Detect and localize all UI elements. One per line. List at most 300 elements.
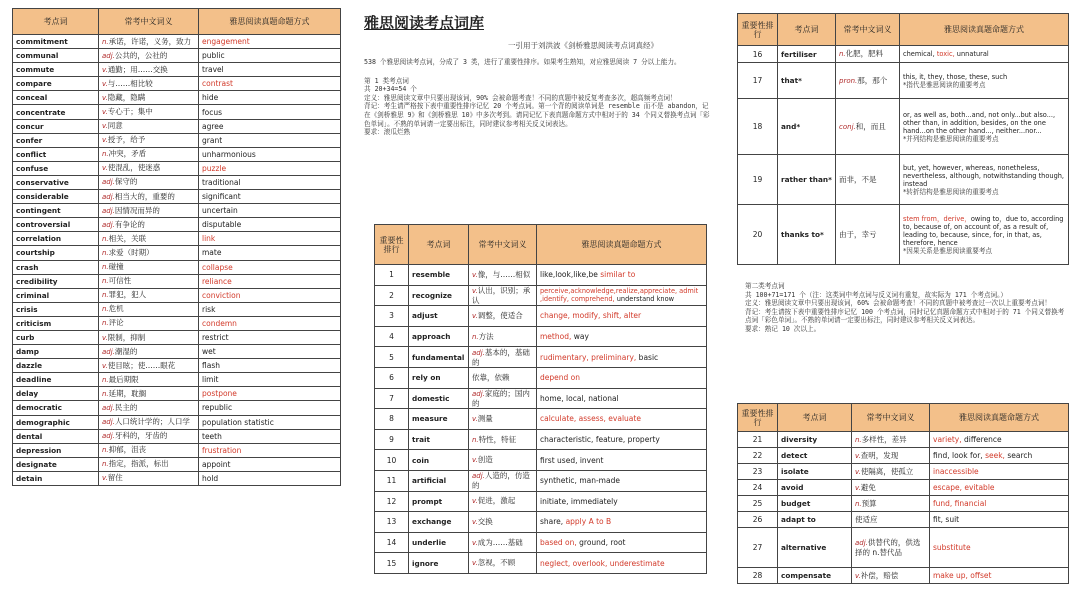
pos-tag: adj.: [472, 389, 485, 398]
meaning-text: 延期，耽搁: [108, 388, 147, 398]
meaning-cell: [99, 387, 199, 401]
table-row: [13, 316, 341, 330]
mode-cell: puzzle: [199, 161, 341, 175]
table-row: [738, 512, 1069, 528]
meaning-cell: [99, 105, 199, 119]
table-row: [13, 401, 341, 415]
pos-tag: v.: [102, 122, 108, 131]
meaning-cell: [469, 553, 537, 574]
meaning-text: 授予，给予: [107, 135, 146, 145]
word-cell: damp: [13, 345, 99, 359]
mode-cell: [537, 429, 707, 450]
mode-tail: owing to，due to, according to, because of, on account of, as a result of, leading to, because, since, for, in that, as, therefore, hence: [903, 214, 1064, 247]
meaning-cell: [852, 512, 930, 528]
meaning-text: 人造的，仿造的: [472, 471, 530, 491]
mode-red: change, modify, shift, alter: [540, 311, 642, 321]
meaning-cell: [99, 373, 199, 387]
word-cell: controversial: [13, 218, 99, 232]
header-word: 考点词: [409, 225, 469, 265]
meaning-cell: [469, 388, 537, 409]
mode-note: *指代是雅思阅读的重要考点: [903, 80, 986, 89]
pos-tag: v.: [102, 474, 108, 483]
table-row: [375, 409, 707, 430]
mode-tail: difference: [961, 435, 1002, 444]
mode-cell: [930, 432, 1069, 448]
mode-cell: [537, 306, 707, 327]
table-row: [13, 345, 341, 359]
mode-cell: engagement: [199, 35, 341, 49]
meaning-cell: [99, 345, 199, 359]
word-cell: prompt: [409, 491, 469, 512]
mode-cell: [537, 326, 707, 347]
pos-tag: n.: [472, 332, 479, 341]
rank-cell: 28: [738, 568, 778, 584]
word-cell: approach: [409, 326, 469, 347]
pos-tag: n.: [102, 375, 109, 384]
mode-cell: uncertain: [199, 204, 341, 218]
rank-cell: 17: [738, 63, 778, 99]
mode-cell: [537, 553, 707, 574]
table-row: [13, 260, 341, 274]
mode-red: neglect, overlook, underestimate: [540, 558, 665, 568]
word-cell: exchange: [409, 512, 469, 533]
cat2-count: 共 100+71=171 个（注：这类词中考点词与反义词有重复，故实际为 171 个考点词。）: [745, 290, 1007, 299]
meaning-text: 可信性: [108, 276, 132, 286]
mode-cell: [537, 388, 707, 409]
word-cell: thanks to*: [778, 205, 836, 265]
meaning-text: 相当大的，重要的: [114, 191, 175, 201]
meaning-text: 限制，抑制: [107, 332, 146, 342]
meaning-text: 专心于；集中: [107, 107, 153, 117]
meaning-cell: [836, 205, 900, 265]
mode-plain: or, as well as, both...and, not only...but also..., other than, in addition, besides, on the one hand...on the other hand..., neither...nor...: [903, 110, 1056, 135]
meaning-text: 成为……基础: [477, 537, 523, 547]
mode-plain: find, look for,: [933, 451, 986, 460]
meaning-text: 同意: [107, 121, 123, 131]
meaning-cell: [99, 35, 199, 49]
mode-plain: first used, invent: [540, 455, 604, 465]
rank-cell: 9: [375, 429, 409, 450]
mode-cell: [930, 568, 1069, 584]
meaning-cell: [99, 429, 199, 443]
meaning-cell: [99, 316, 199, 330]
word-cell: compare: [13, 77, 99, 91]
table-row: [738, 528, 1069, 568]
right-panel: [737, 0, 1068, 597]
meaning-cell: [99, 260, 199, 274]
table-row: [375, 512, 707, 533]
meaning-cell: [836, 46, 900, 63]
table-row: [13, 443, 341, 457]
pos-tag: adj.: [102, 206, 115, 215]
pos-tag: n.: [102, 305, 109, 314]
table-row: [13, 77, 341, 91]
table-row: [738, 46, 1069, 63]
meaning-cell: [469, 512, 537, 533]
mode-cell: [930, 448, 1069, 464]
header-word: 考点词: [13, 9, 99, 35]
table-row: [375, 285, 707, 306]
word-cell: fertiliser: [778, 46, 836, 63]
meaning-text: 避免: [860, 482, 876, 492]
middle-vocab-table: [374, 224, 707, 574]
meaning-cell: [99, 415, 199, 429]
word-cell: conservative: [13, 175, 99, 189]
word-cell: concentrate: [13, 105, 99, 119]
meaning-cell: [99, 77, 199, 91]
mode-cell: risk: [199, 302, 341, 316]
mode-cell: [900, 155, 1069, 205]
meaning-text: 家庭的；国内的: [472, 388, 530, 408]
meaning-text: 依靠，依赖: [472, 373, 510, 383]
meaning-cell: [836, 63, 900, 99]
table-row: [738, 205, 1069, 265]
cat2-requirement: 要求：熟记 10 次以上。: [745, 324, 821, 333]
table-row: [13, 63, 341, 77]
mode-cell: [537, 409, 707, 430]
mode-cell: public: [199, 49, 341, 63]
meaning-text: 调整，使适合: [477, 310, 523, 320]
rank-cell: 20: [738, 205, 778, 265]
meaning-text: 认出，识别；承认: [472, 285, 531, 305]
table-row: [13, 457, 341, 471]
mode-plain: characteristic, feature, property: [540, 435, 660, 445]
pos-tag: n.: [102, 460, 109, 469]
mode-red: perceive,acknowledge,realize,appreciate, admit ,identify, comprehend,: [540, 287, 699, 304]
mode-cell: reliance: [199, 274, 341, 288]
word-cell: coin: [409, 450, 469, 471]
mode-cell: [537, 491, 707, 512]
header-mode: 雅思阅读真题命题方式: [900, 14, 1069, 46]
table-row: [375, 470, 707, 491]
cat2-title: 第二类考点词: [745, 282, 785, 290]
meaning-text: 多样性，差异: [861, 434, 907, 444]
meaning-cell: [469, 409, 537, 430]
meaning-text: 供替代的，供选择的 n.替代品: [855, 538, 921, 557]
meaning-cell: [99, 147, 199, 161]
word-cell: confer: [13, 133, 99, 147]
mode-tail: ground, root: [576, 538, 626, 548]
meaning-cell: [99, 218, 199, 232]
mode-red: escape, evitable: [933, 483, 995, 492]
pos-tag: n.: [102, 37, 109, 46]
word-cell: adjust: [409, 306, 469, 327]
header-mode: 雅思阅读真题命题方式: [199, 9, 341, 35]
table-row: [738, 99, 1069, 155]
word-cell: dental: [13, 429, 99, 443]
cat1-recite: 背记：考生请严格按下表中重要性排序记忆 20 个考点词。第一个背的阅读单词是 resemble 而不是 abandon，记在《剑桥雅思 9》和《剑桥雅思 10》中多次考到。请同记忆下表真题命题方式中相对于的 34 个同义替换考点词「彩色单词」。不熟的单词请一定要出标注，同时建议参考相关反义词表达。: [364, 102, 710, 128]
cat1-definition: 定义：雅思阅读文章中只要出现该词，90% 会被命题考查！不同的真题中被反复考查多次，超高频考点词！: [364, 93, 677, 102]
middle-table-body: [375, 265, 707, 574]
table-row: [13, 387, 341, 401]
rank-cell: 27: [738, 528, 778, 568]
meaning-cell: [99, 274, 199, 288]
pos-tag: v.: [855, 571, 861, 580]
meaning-cell: [469, 470, 537, 491]
rank-cell: 12: [375, 491, 409, 512]
mode-red: based on,: [540, 538, 577, 548]
mode-cell: [537, 265, 707, 286]
pos-tag: v.: [472, 311, 478, 320]
word-cell: criticism: [13, 316, 99, 330]
header-mode: 雅思阅读真题命题方式: [537, 225, 707, 265]
table-row: [13, 119, 341, 133]
mode-plain: but, yet, however, whereas, nonetheless, nevertheless, although, notwithstanding though, instead: [903, 163, 1065, 188]
mode-red: substitute: [933, 543, 971, 552]
word-cell: ignore: [409, 553, 469, 574]
meaning-cell: [852, 464, 930, 480]
mode-cell: [537, 512, 707, 533]
mode-cell: republic: [199, 401, 341, 415]
word-cell: detect: [778, 448, 852, 464]
page-subtitle: 一引用于刘洪波《剑桥雅思阅读考点词真经》: [508, 41, 658, 50]
header-meaning: 常考中文词义: [852, 404, 930, 432]
meaning-text: 像，与……相似: [477, 269, 531, 279]
pos-tag: n.: [102, 446, 109, 455]
pos-tag: n.: [102, 319, 109, 328]
meaning-cell: [852, 448, 930, 464]
word-cell: and*: [778, 99, 836, 155]
meaning-text: 使混乱，使迷惑: [107, 163, 161, 173]
word-cell: contingent: [13, 204, 99, 218]
mode-tail: search: [1004, 451, 1033, 460]
word-cell: conflict: [13, 147, 99, 161]
table-row: [13, 471, 341, 485]
mode-plain: share,: [540, 517, 566, 527]
word-cell: commitment: [13, 35, 99, 49]
mode-cell: [930, 464, 1069, 480]
meaning-text: 潮湿的: [114, 346, 138, 356]
left-vocab-panel: [12, 8, 340, 486]
rank-cell: 13: [375, 512, 409, 533]
mode-red: toxic,: [936, 50, 955, 58]
table-row: [13, 302, 341, 316]
meaning-text: 使适应: [855, 515, 878, 524]
rank-cell: 21: [738, 432, 778, 448]
meaning-cell: [469, 367, 537, 388]
meaning-cell: [99, 457, 199, 471]
mode-cell: hide: [199, 91, 341, 105]
word-cell: budget: [778, 496, 852, 512]
pos-tag: n.: [102, 150, 109, 159]
pos-tag: n.: [839, 50, 846, 58]
cat1-requirement: 要求：滚瓜烂熟: [364, 128, 411, 137]
table-row: [13, 175, 341, 189]
rank-cell: 18: [738, 99, 778, 155]
meaning-text: 使隔离，使孤立: [860, 466, 914, 476]
pos-tag: n.: [472, 435, 479, 444]
rank-cell: 3: [375, 306, 409, 327]
table-row: [738, 496, 1069, 512]
pos-tag: v.: [102, 65, 108, 74]
pos-tag: v.: [102, 79, 108, 88]
meaning-text: 隐藏，隐瞒: [107, 92, 146, 102]
rank-cell: 22: [738, 448, 778, 464]
mode-cell: flash: [199, 359, 341, 373]
pos-tag: n.: [102, 291, 109, 300]
meaning-text: 因情况而异的: [114, 205, 160, 215]
word-cell: rely on: [409, 367, 469, 388]
table-row: [375, 388, 707, 409]
rank-cell: 26: [738, 512, 778, 528]
pos-tag: v.: [102, 93, 108, 102]
mode-red: rudimentary, preliminary,: [540, 352, 637, 362]
mode-plain: initiate, immediately: [540, 496, 618, 506]
table-row: [13, 35, 341, 49]
table-row: [13, 274, 341, 288]
mode-note: *转折结构是雅思阅读的重要考点: [903, 187, 999, 196]
table-row: [13, 288, 341, 302]
meaning-cell: [469, 265, 537, 286]
word-cell: diversity: [778, 432, 852, 448]
mode-red: inaccessible: [933, 467, 979, 476]
word-cell: artificial: [409, 470, 469, 491]
pos-tag: n.: [855, 435, 862, 444]
table-row: [13, 190, 341, 204]
meaning-cell: [469, 429, 537, 450]
pos-tag: v.: [102, 164, 108, 173]
table-row: [13, 429, 341, 443]
table-row: [13, 330, 341, 344]
meaning-text: 创造: [477, 455, 493, 465]
table-row: [13, 105, 341, 119]
meaning-text: 抑郁，沮丧: [108, 445, 147, 455]
pos-tag: adj.: [102, 220, 115, 229]
word-cell: domestic: [409, 388, 469, 409]
mode-cell: teeth: [199, 429, 341, 443]
meaning-text: 求爱（时期）: [108, 247, 154, 257]
pos-tag: v.: [472, 517, 478, 526]
mode-cell: [537, 532, 707, 553]
pos-tag: n.: [102, 248, 109, 257]
table-row: [738, 480, 1069, 496]
meaning-cell: [99, 246, 199, 260]
table-row: [738, 568, 1069, 584]
mode-red: apply A to B: [565, 517, 612, 527]
mode-red: similar to: [600, 270, 636, 280]
left-table-body: [13, 35, 341, 486]
table-row: [375, 306, 707, 327]
meaning-text: 忽视，不顾: [477, 558, 516, 568]
meaning-text: 那，那个: [857, 75, 888, 85]
mode-note: *因果关系是雅思阅读重要考点: [903, 246, 993, 255]
mode-red: seek,: [985, 451, 1005, 460]
mode-red: make up, offset: [933, 571, 992, 580]
pos-tag: adj.: [102, 347, 115, 356]
word-cell: resemble: [409, 265, 469, 286]
mode-cell: [537, 285, 707, 306]
rank-cell: 25: [738, 496, 778, 512]
mode-cell: hold: [199, 471, 341, 485]
pos-tag: adj.: [472, 472, 485, 481]
mode-cell: contrast: [199, 77, 341, 91]
meaning-text: 测量: [477, 413, 493, 423]
header-rank: 重要性排行: [738, 14, 778, 46]
meaning-cell: [99, 232, 199, 246]
meaning-cell: [469, 532, 537, 553]
table-row: [375, 265, 707, 286]
mode-red: method,: [540, 332, 572, 342]
pos-tag: n.: [102, 277, 109, 286]
mode-cell: frustration: [199, 443, 341, 457]
table-row: [13, 218, 341, 232]
meaning-text: 查明，发现: [860, 450, 899, 460]
cat2-text-block: [745, 282, 1067, 334]
word-cell: designate: [13, 457, 99, 471]
table-row: [13, 415, 341, 429]
word-cell: considerable: [13, 190, 99, 204]
rank-cell: 2: [375, 285, 409, 306]
mode-cell: agree: [199, 119, 341, 133]
pos-tag: conj.: [839, 122, 856, 131]
mode-cell: focus: [199, 105, 341, 119]
rank-cell: 24: [738, 480, 778, 496]
word-cell: confuse: [13, 161, 99, 175]
header-rank: 重要性排行: [738, 404, 778, 432]
mode-cell: population statistic: [199, 415, 341, 429]
meaning-cell: [469, 491, 537, 512]
pos-tag: adj.: [102, 178, 115, 187]
pos-tag: v.: [102, 136, 108, 145]
mode-red: fund, financial: [933, 499, 987, 508]
mode-cell: [900, 99, 1069, 155]
mode-cell: [537, 470, 707, 491]
rank-cell: 10: [375, 450, 409, 471]
word-cell: avoid: [778, 480, 852, 496]
meaning-cell: [99, 49, 199, 63]
table-row: [375, 450, 707, 471]
meaning-cell: [99, 401, 199, 415]
intro-paragraph: 538 个雅思阅读考点词，分成了 3 类，进行了重要性排序。如果考生熟知，对应雅思阅读 7 分以上能力。: [364, 58, 681, 66]
pos-tag: v.: [472, 270, 478, 279]
meaning-text: 预算: [861, 498, 877, 508]
cat1-title: 第 1 类考点词: [364, 76, 409, 85]
mode-cell: [930, 512, 1069, 528]
meaning-cell: [852, 480, 930, 496]
pos-tag: v.: [472, 497, 478, 506]
word-cell: delay: [13, 387, 99, 401]
rank-cell: 23: [738, 464, 778, 480]
rank-cell: 16: [738, 46, 778, 63]
word-cell: dazzle: [13, 359, 99, 373]
cat1-count: 共 20+34=54 个: [364, 85, 417, 94]
mode-note: *并列结构是雅思阅读的重要考点: [903, 134, 999, 143]
mode-cell: appoint: [199, 457, 341, 471]
page-title: 雅思阅读考点词库: [364, 14, 485, 32]
meaning-text: 而非，不是: [839, 175, 877, 184]
meaning-text: 促进，激起: [477, 496, 516, 506]
meaning-text: 由于，幸亏: [839, 230, 877, 239]
word-cell: criminal: [13, 288, 99, 302]
pos-tag: v.: [102, 108, 108, 117]
table-row: [738, 464, 1069, 480]
rank-cell: 14: [375, 532, 409, 553]
cat2-recite: 背记：考生请按下表中重要性排序记忆 100 个考点词，同时记忆真题命题方式中相对于的 71 个同义替换考点词「彩色单词」。不熟的单词请一定要出标注，同时建议参考相关反义词表达。: [745, 307, 1065, 325]
meaning-text: 方法: [478, 331, 494, 341]
mode-cell: [900, 63, 1069, 99]
word-cell: adapt to: [778, 512, 852, 528]
meaning-text: 基本的，基础的: [472, 347, 530, 367]
meaning-text: 和，而且: [855, 121, 886, 131]
meaning-cell: [99, 204, 199, 218]
mode-cell: travel: [199, 63, 341, 77]
meaning-text: 民主的: [114, 402, 138, 412]
header-mode: 雅思阅读真题命题方式: [930, 404, 1069, 432]
mode-cell: significant: [199, 190, 341, 204]
table-row: [738, 448, 1069, 464]
table-row: [13, 246, 341, 260]
meaning-text: 通勤；用……交换: [107, 64, 168, 74]
